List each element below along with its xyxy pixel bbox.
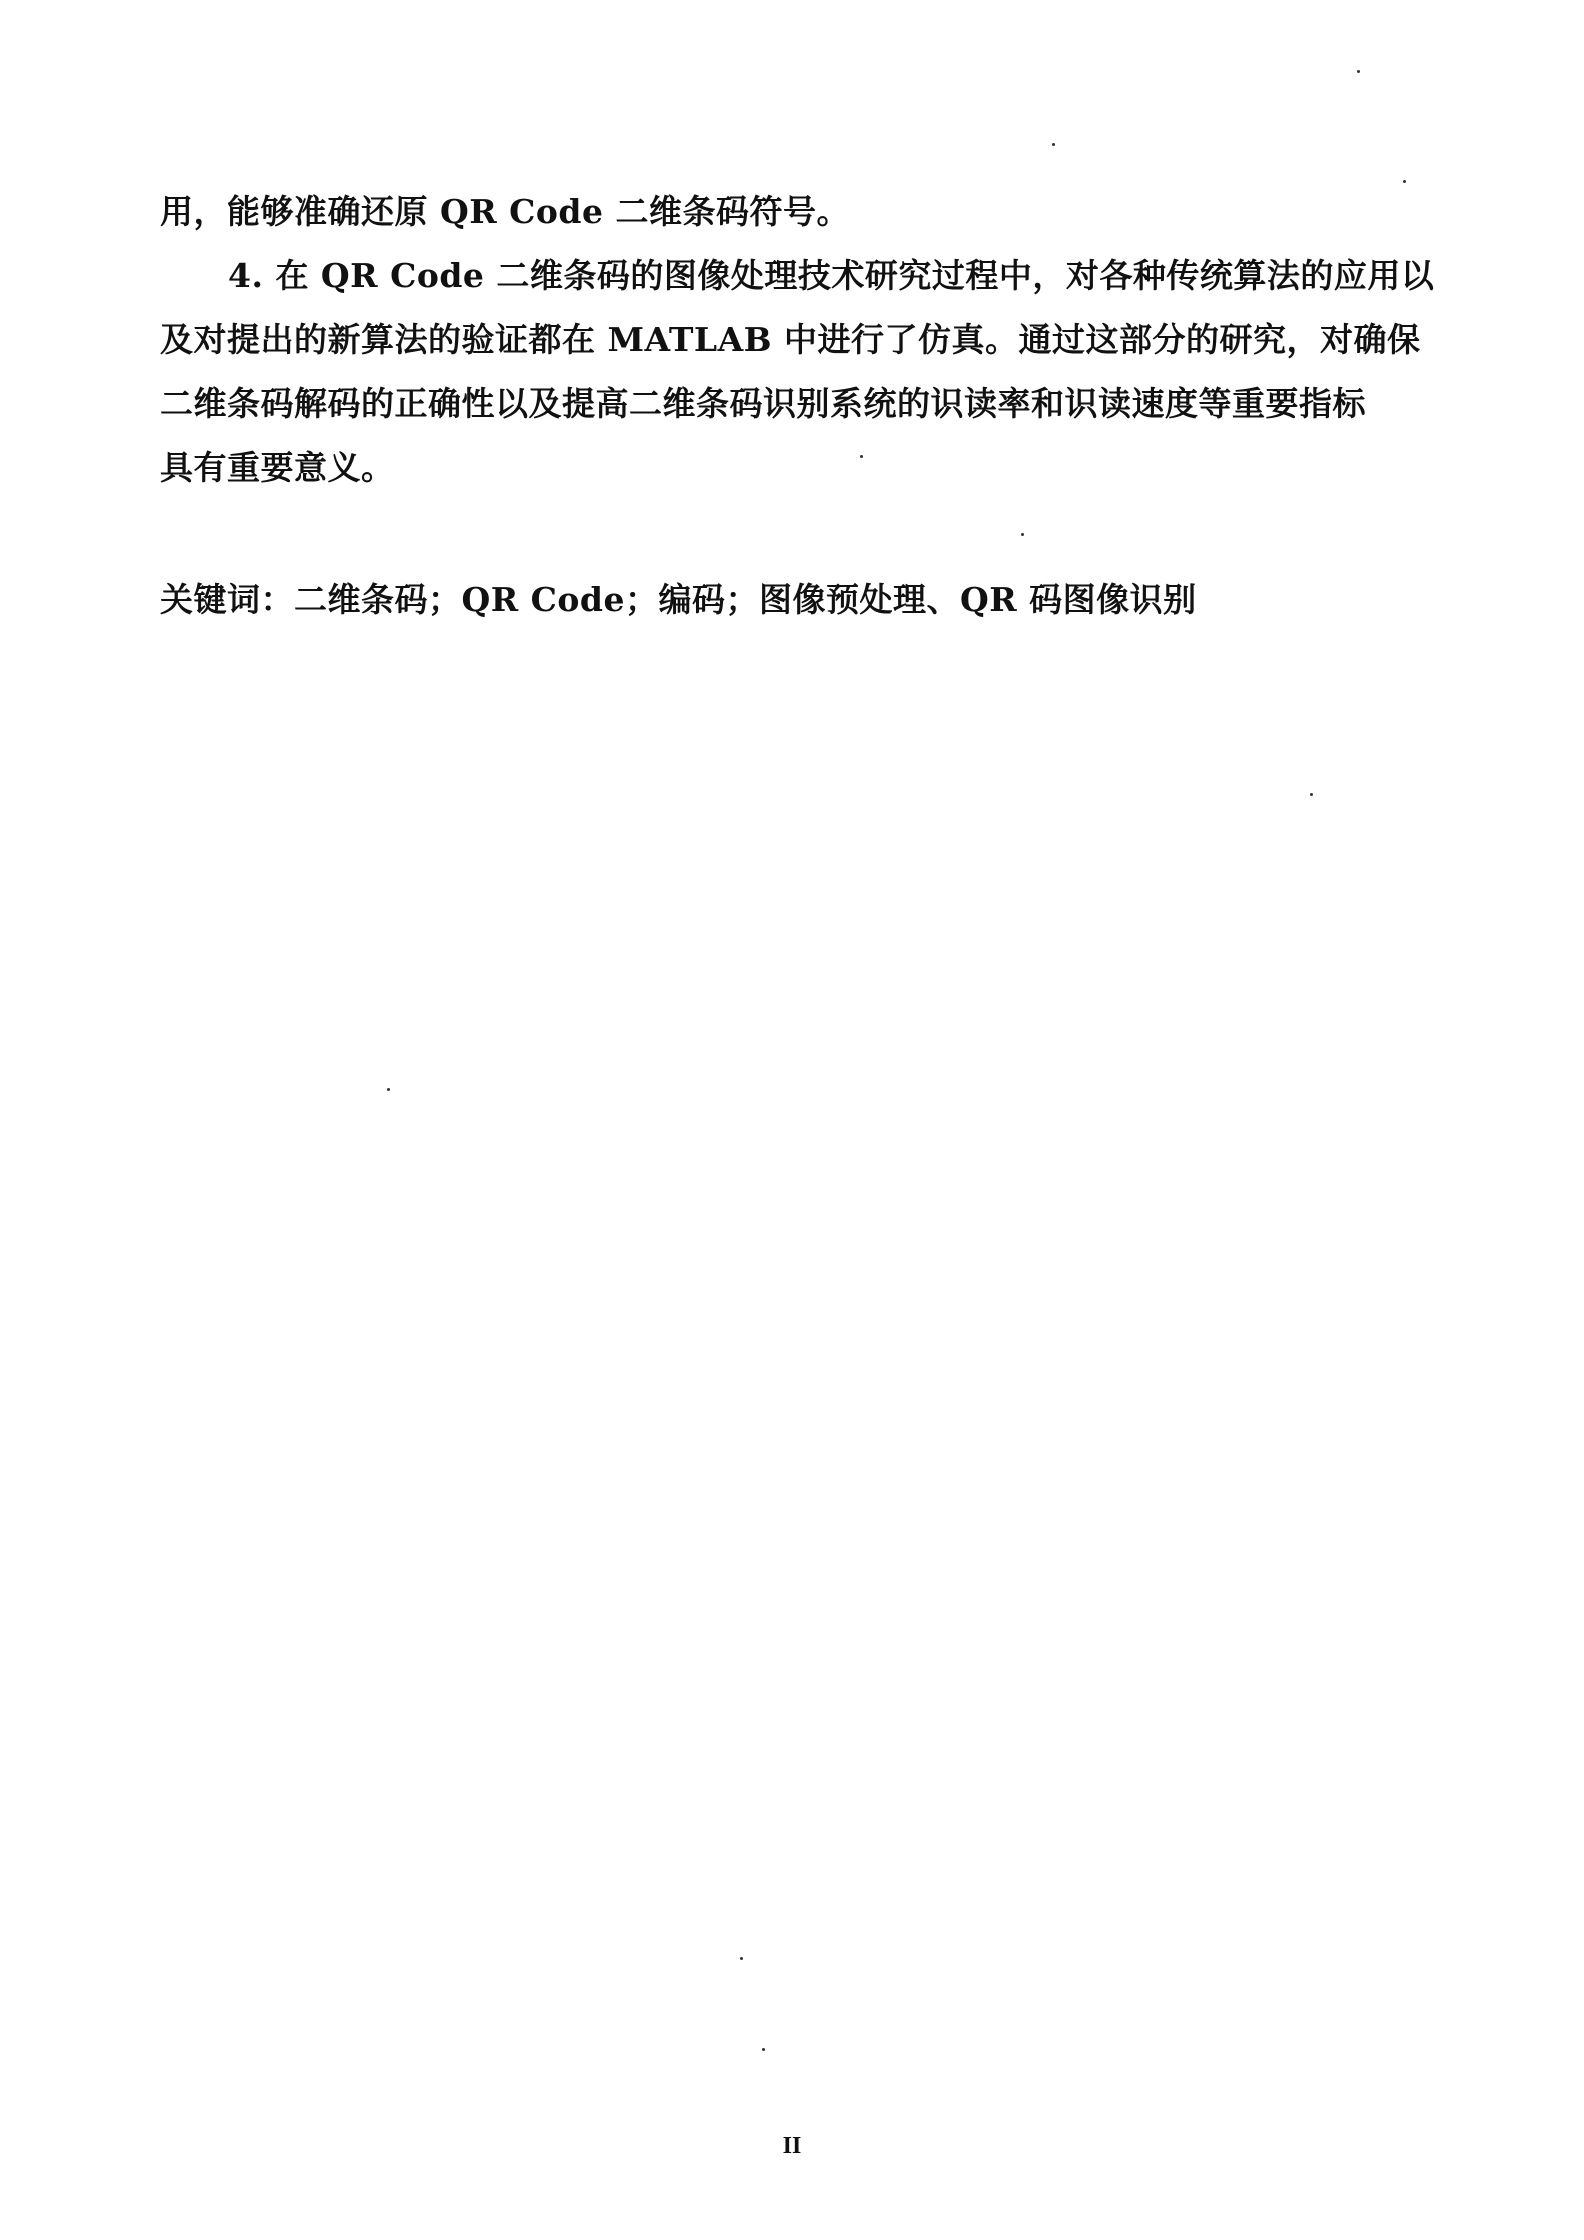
scan-speck xyxy=(387,1088,390,1091)
paragraph-line-4: 二维条码解码的正确性以及提高二维条码识别系统的识读率和识读速度等重要指标 xyxy=(160,384,1366,423)
scan-speck xyxy=(762,2048,765,2051)
keywords-text: 二维条码；QR Code；编码；图像预处理、QR 码图像识别 xyxy=(294,580,1197,619)
keywords-label: 关键词： xyxy=(160,580,294,619)
paragraph-line-2: 4. 在 QR Code 二维条码的图像处理技术研究过程中，对各种传统算法的应用以 xyxy=(228,256,1435,295)
scan-speck xyxy=(1310,793,1313,796)
keywords-line xyxy=(160,568,1197,632)
scan-speck xyxy=(1403,180,1406,183)
scan-speck xyxy=(1357,70,1360,73)
paragraph-line-3: 及对提出的新算法的验证都在 MATLAB 中进行了仿真。通过这部分的研究，对确保 xyxy=(160,320,1421,359)
scan-speck xyxy=(860,455,863,458)
scan-speck xyxy=(1052,143,1055,146)
scan-speck xyxy=(1021,533,1024,536)
body-paragraphs xyxy=(160,180,1435,500)
scan-speck xyxy=(740,1957,743,1960)
paragraph-line-1: 用，能够准确还原 QR Code 二维条码符号。 xyxy=(160,192,850,231)
page-number: II xyxy=(782,2133,802,2159)
paragraph-line-5: 具有重要意义。 xyxy=(160,448,395,487)
